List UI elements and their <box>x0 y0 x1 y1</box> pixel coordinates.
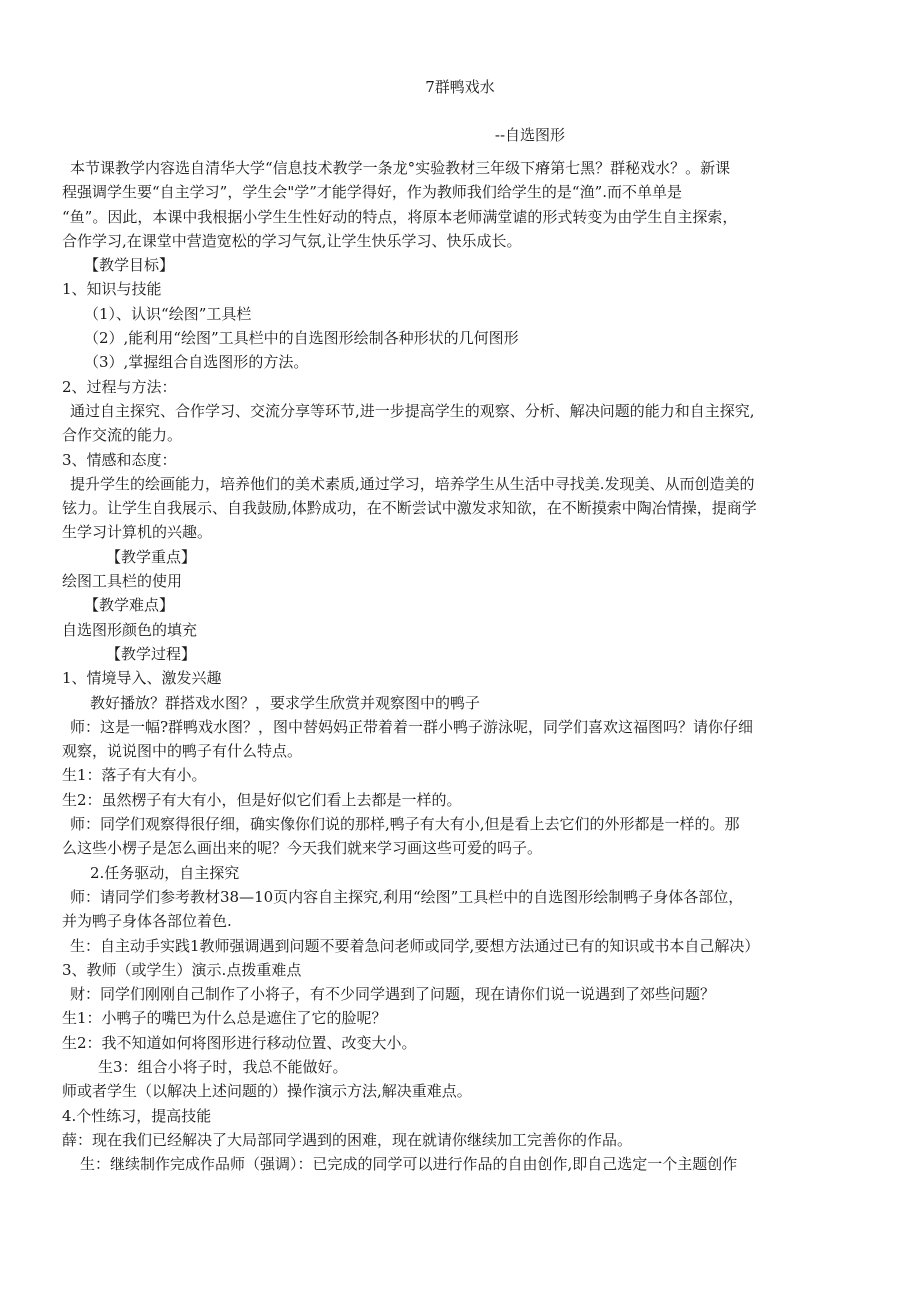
step-heading-1: 1、情境导入、激发兴趣 <box>62 669 222 688</box>
process-paragraph-line: 通过自主探究、合作学习、交流分享等环节,进一步提高学生的观察、分析、解决问题的能力和自主探究, <box>70 401 755 420</box>
step-heading-2: 2.任务驱动，自主探究 <box>90 863 240 882</box>
dialogue-line: 并为鸭子身体各部位着色. <box>62 912 232 931</box>
dialogue-line: 师：同学们观察得很仔细，确实像你们说的那样,鸭子有大有小,但是看上去它们的外形都是一样的。那 <box>70 815 740 834</box>
dialogue-line: 观察，说说图中的鸭子有什么特点。 <box>62 742 303 761</box>
dialogue-line: 师或者学生（以解决上述问题的）操作演示方法,解决重难点。 <box>62 1082 472 1101</box>
key-points-text: 绘图工具栏的使用 <box>62 572 183 591</box>
step-heading-4: 4.个性练习，提高技能 <box>62 1106 212 1125</box>
document-title: 7群鸭戏水 <box>425 78 495 96</box>
step-text-line: 教好播放？群搭戏水图？，要求学生欣赏并观察图中的鸭子 <box>90 693 481 712</box>
attitude-paragraph-line: 生学习计算机的兴趣。 <box>62 523 213 542</box>
dialogue-line: 生1：小鸭子的嘴巴为什么总是遮住了它的脸呢？ <box>62 1009 387 1028</box>
dialogue-line: 生2：虽然楞子有大有小，但是好似它们看上去都是一样的。 <box>62 790 462 809</box>
intro-paragraph-line: “鱼”。因此，本课中我根据小学生生性好动的特点，将原本老师满堂谑的形式转变为由学生自主探索， <box>62 207 738 226</box>
goal-heading-attitude: 3、情感和态度： <box>62 450 177 469</box>
section-heading-difficulties: 【教学难点】 <box>84 596 175 615</box>
section-heading-goals: 【教学目标】 <box>84 256 175 275</box>
dialogue-line: 生2：我不知道如何将图形进行移动位置、改变大小。 <box>62 1033 417 1052</box>
process-paragraph-line: 合作交流的能力。 <box>62 426 183 445</box>
section-heading-process: 【教学过程】 <box>106 644 197 663</box>
dialogue-line: 么这些小楞子是怎么画出来的呢？今天我们就来学习画这些可爱的吗子。 <box>62 839 543 858</box>
dialogue-line: 财：同学们刚刚自己制作了小将子，有不少同学遇到了问题，现在请你们说一说遇到了郊些问题？ <box>70 985 716 1004</box>
dialogue-line: 生1：落子有大有小。 <box>62 766 207 785</box>
dialogue-line: 薛：现在我们已经解决了大局部同学遇到的困难，现在就请你继续加工完善你的作品。 <box>62 1130 633 1149</box>
goal-heading-process: 2、过程与方法： <box>62 377 177 396</box>
dialogue-line: 生：继续制作完成作品师（强调）：已完成的同学可以进行作品的自由创作,即自己选定一个主题创作 <box>80 1155 738 1174</box>
goal-heading-knowledge: 1、知识与技能 <box>62 280 162 299</box>
attitude-paragraph-line: 提升学生的绘画能力，培养他们的美术素质,通过学习，培养学生从生活中寻找美.发现美、从而创造美的 <box>70 474 755 493</box>
dialogue-line: 生3：组合小将子时，我总不能做好。 <box>98 1057 348 1076</box>
intro-paragraph-line: 合作学习,在课堂中营造宽松的学习气氛,让学生快乐学习、快乐成长。 <box>62 231 522 250</box>
dialogue-line: 师：这是一幅?群鸭戏水图？，图中替妈妈正带着着一群小鸭子游泳呢，同学们喜欢这福图吗？请你仔细 <box>70 717 754 736</box>
dialogue-line: 生：自主动手实践1教师强调遇到问题不要着急问老师或同学,要想方法通过已有的知识或书本自己解决） <box>70 936 760 955</box>
intro-paragraph-line: 程强调学生要“自主学习”，学生会"学”才能学得好，作为教师我们给学生的是“渔”.而不单单是 <box>62 183 683 202</box>
difficulties-text: 自选图形颜色的填充 <box>62 620 198 639</box>
intro-paragraph-line: 本节课教学内容选自清华大学“信息技术教学一条龙°实验教材三年级下瘠第七黑？群秘戏水？。新课 <box>70 159 731 177</box>
attitude-paragraph-line: 铉力。让学生自我展示、自我鼓励,体黔成功，在不断尝试中激发求知欲，在不断摸索中陶冶情操，提商学 <box>62 499 757 518</box>
document-body <box>62 156 862 1176</box>
goal-item: （1）、认识“绘图”工具栏 <box>84 304 252 323</box>
goal-item: （3）,掌握组合自选图形的方法。 <box>84 353 309 372</box>
document-subtitle: --自选图形 <box>494 126 566 144</box>
dialogue-line: 师：请同学们参考教材38—10页内容自主探究,利用“绘图”工具栏中的自选图形绘制鸭子身体各部位， <box>70 887 744 906</box>
goal-item: （2）,能利用“绘图”工具栏中的自选图形绘制各种形状的几何图形 <box>84 329 519 348</box>
section-heading-key-points: 【教学重点】 <box>106 547 197 566</box>
step-heading-3: 3、教师（或学生）演示.点拨重难点 <box>62 960 302 979</box>
